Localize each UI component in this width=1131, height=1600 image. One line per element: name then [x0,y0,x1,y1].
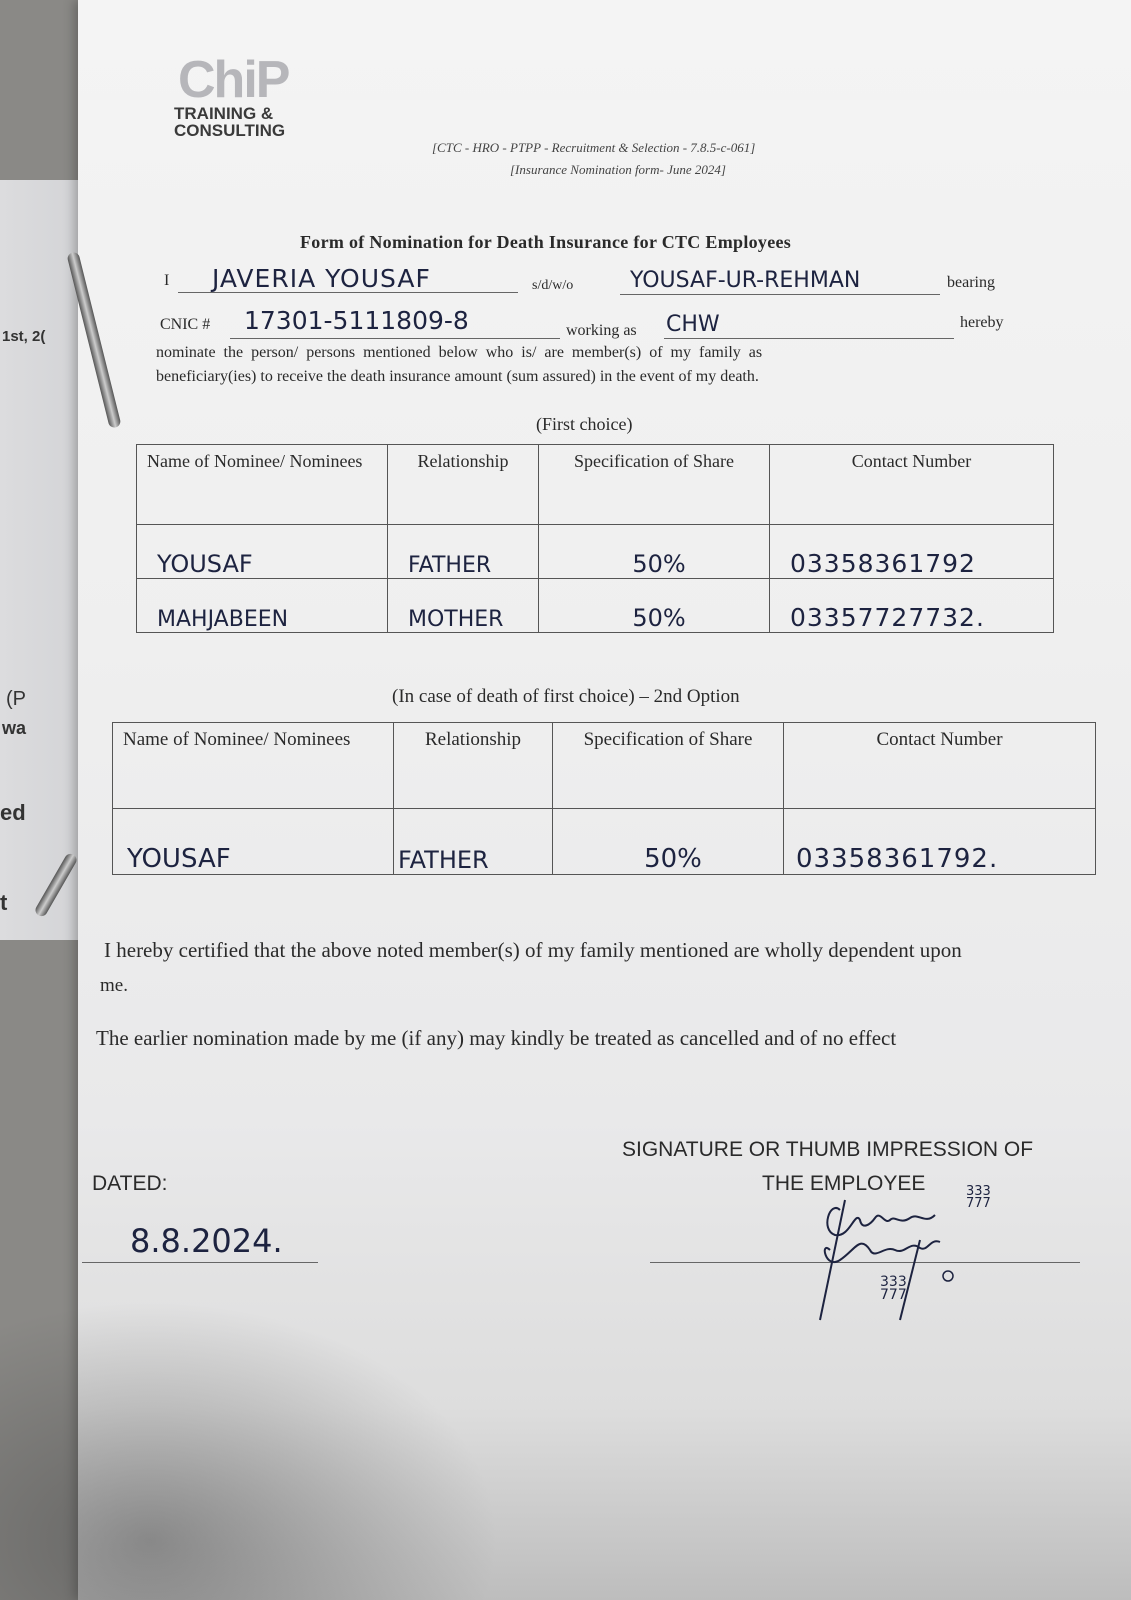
table-row [113,809,1096,875]
employee-signature [800,1190,980,1330]
nominee-relationship: FATHER [388,525,539,579]
header-share: Specification of Share [539,445,770,525]
signature-label-line-1: SIGNATURE OR THUMB IMPRESSION OF [622,1138,1034,1161]
header-contact: Contact Number [770,445,1054,525]
first-choice-caption: (First choice) [536,414,633,434]
designation-value: CHW [666,312,720,337]
form-title: Form of Nomination for Death Insurance for CTC Employees [300,232,792,252]
nominee-name: YOUSAF [137,525,388,579]
father-name: YOUSAF-UR-REHMAN [630,268,861,293]
header-contact: Contact Number [784,723,1096,809]
signature-note [966,1186,991,1210]
table-header-row [113,723,1096,809]
logo-chip: ChiP [178,51,289,109]
nominee-name: MAHJABEEN [137,579,388,633]
declaration-line-3: nominate the person/ persons mentioned below who is/ are member(s) of my family as [156,344,763,361]
nominee-contact: 03358361792 [770,525,1054,579]
signature-note-line: 777 [880,1287,907,1303]
reference-line-2: [Insurance Nomination form- June 2024] [510,162,726,177]
employee-name: JAVERIA YOUSAF [212,264,431,293]
signature-note-line: 333 [966,1184,991,1199]
header-relationship: Relationship [388,445,539,525]
background-fragment: (P [6,688,26,710]
second-choice-table [112,722,1096,875]
background-fragment: wa [2,718,27,738]
header-name: Name of Nominee/ Nominees [113,723,394,809]
table-header-row [137,445,1054,525]
logo-subtitle [174,105,285,139]
certification-text-2: The earlier nomination made by me (if any) may kindly be treated as cancelled and of no effect [96,1026,897,1050]
certification-text-1: I hereby certified that the above noted member(s) of my family mentioned are wholly dependent upon [104,938,962,962]
header-relationship: Relationship [394,723,553,809]
signature-note [880,1276,907,1302]
nominee-share: 50% [539,525,770,579]
declaration-line-4: beneficiary(ies) to receive the death insurance amount (sum assured) in the event of my death. [156,368,759,385]
nominee-relationship: FATHER [394,809,553,875]
nominee-contact: 03358361792. [784,809,1096,875]
table-row [137,579,1054,633]
dated-value: 8.8.2024. [130,1222,283,1260]
reference-line-1: [CTC - HRO - PTPP - Recruitment & Selection - 7.8.5-c-061] [432,140,756,155]
header-name: Name of Nominee/ Nominees [137,445,388,525]
background-fragment: ed [0,800,26,825]
certification-text-1b: me. [100,975,128,996]
working-as-label: working as [566,322,637,339]
header-share: Specification of Share [553,723,784,809]
bearing-label: bearing [947,274,995,291]
dated-label: DATED: [92,1172,168,1195]
second-choice-caption: (In case of death of first choice) – 2nd Option [392,686,740,707]
logo-line-2: CONSULTING [174,121,286,140]
nominee-share: 50% [553,809,784,875]
nominee-relationship: MOTHER [388,579,539,633]
background-fragment: t [0,890,8,915]
shadow [0,1300,500,1600]
cnic-label: CNIC # [160,316,211,333]
cnic-value: 17301-5111809-8 [244,306,469,335]
signature-label-line-2: THE EMPLOYEE [762,1172,926,1195]
background-fragment: 1st, 2( [2,328,46,345]
relation-label: s/d/w/o [532,278,574,293]
table-row [137,525,1054,579]
nominee-contact: 03357727732. [770,579,1054,633]
logo-line-1: TRAINING & [174,104,274,123]
signature-note-line: 777 [966,1196,991,1211]
signature-note-line: 333 [880,1274,907,1290]
hereby-label: hereby [960,314,1004,331]
nominee-name: YOUSAF [113,809,394,875]
nominee-share: 50% [539,579,770,633]
first-choice-table [136,444,1054,633]
prefix-i: I [164,272,170,289]
